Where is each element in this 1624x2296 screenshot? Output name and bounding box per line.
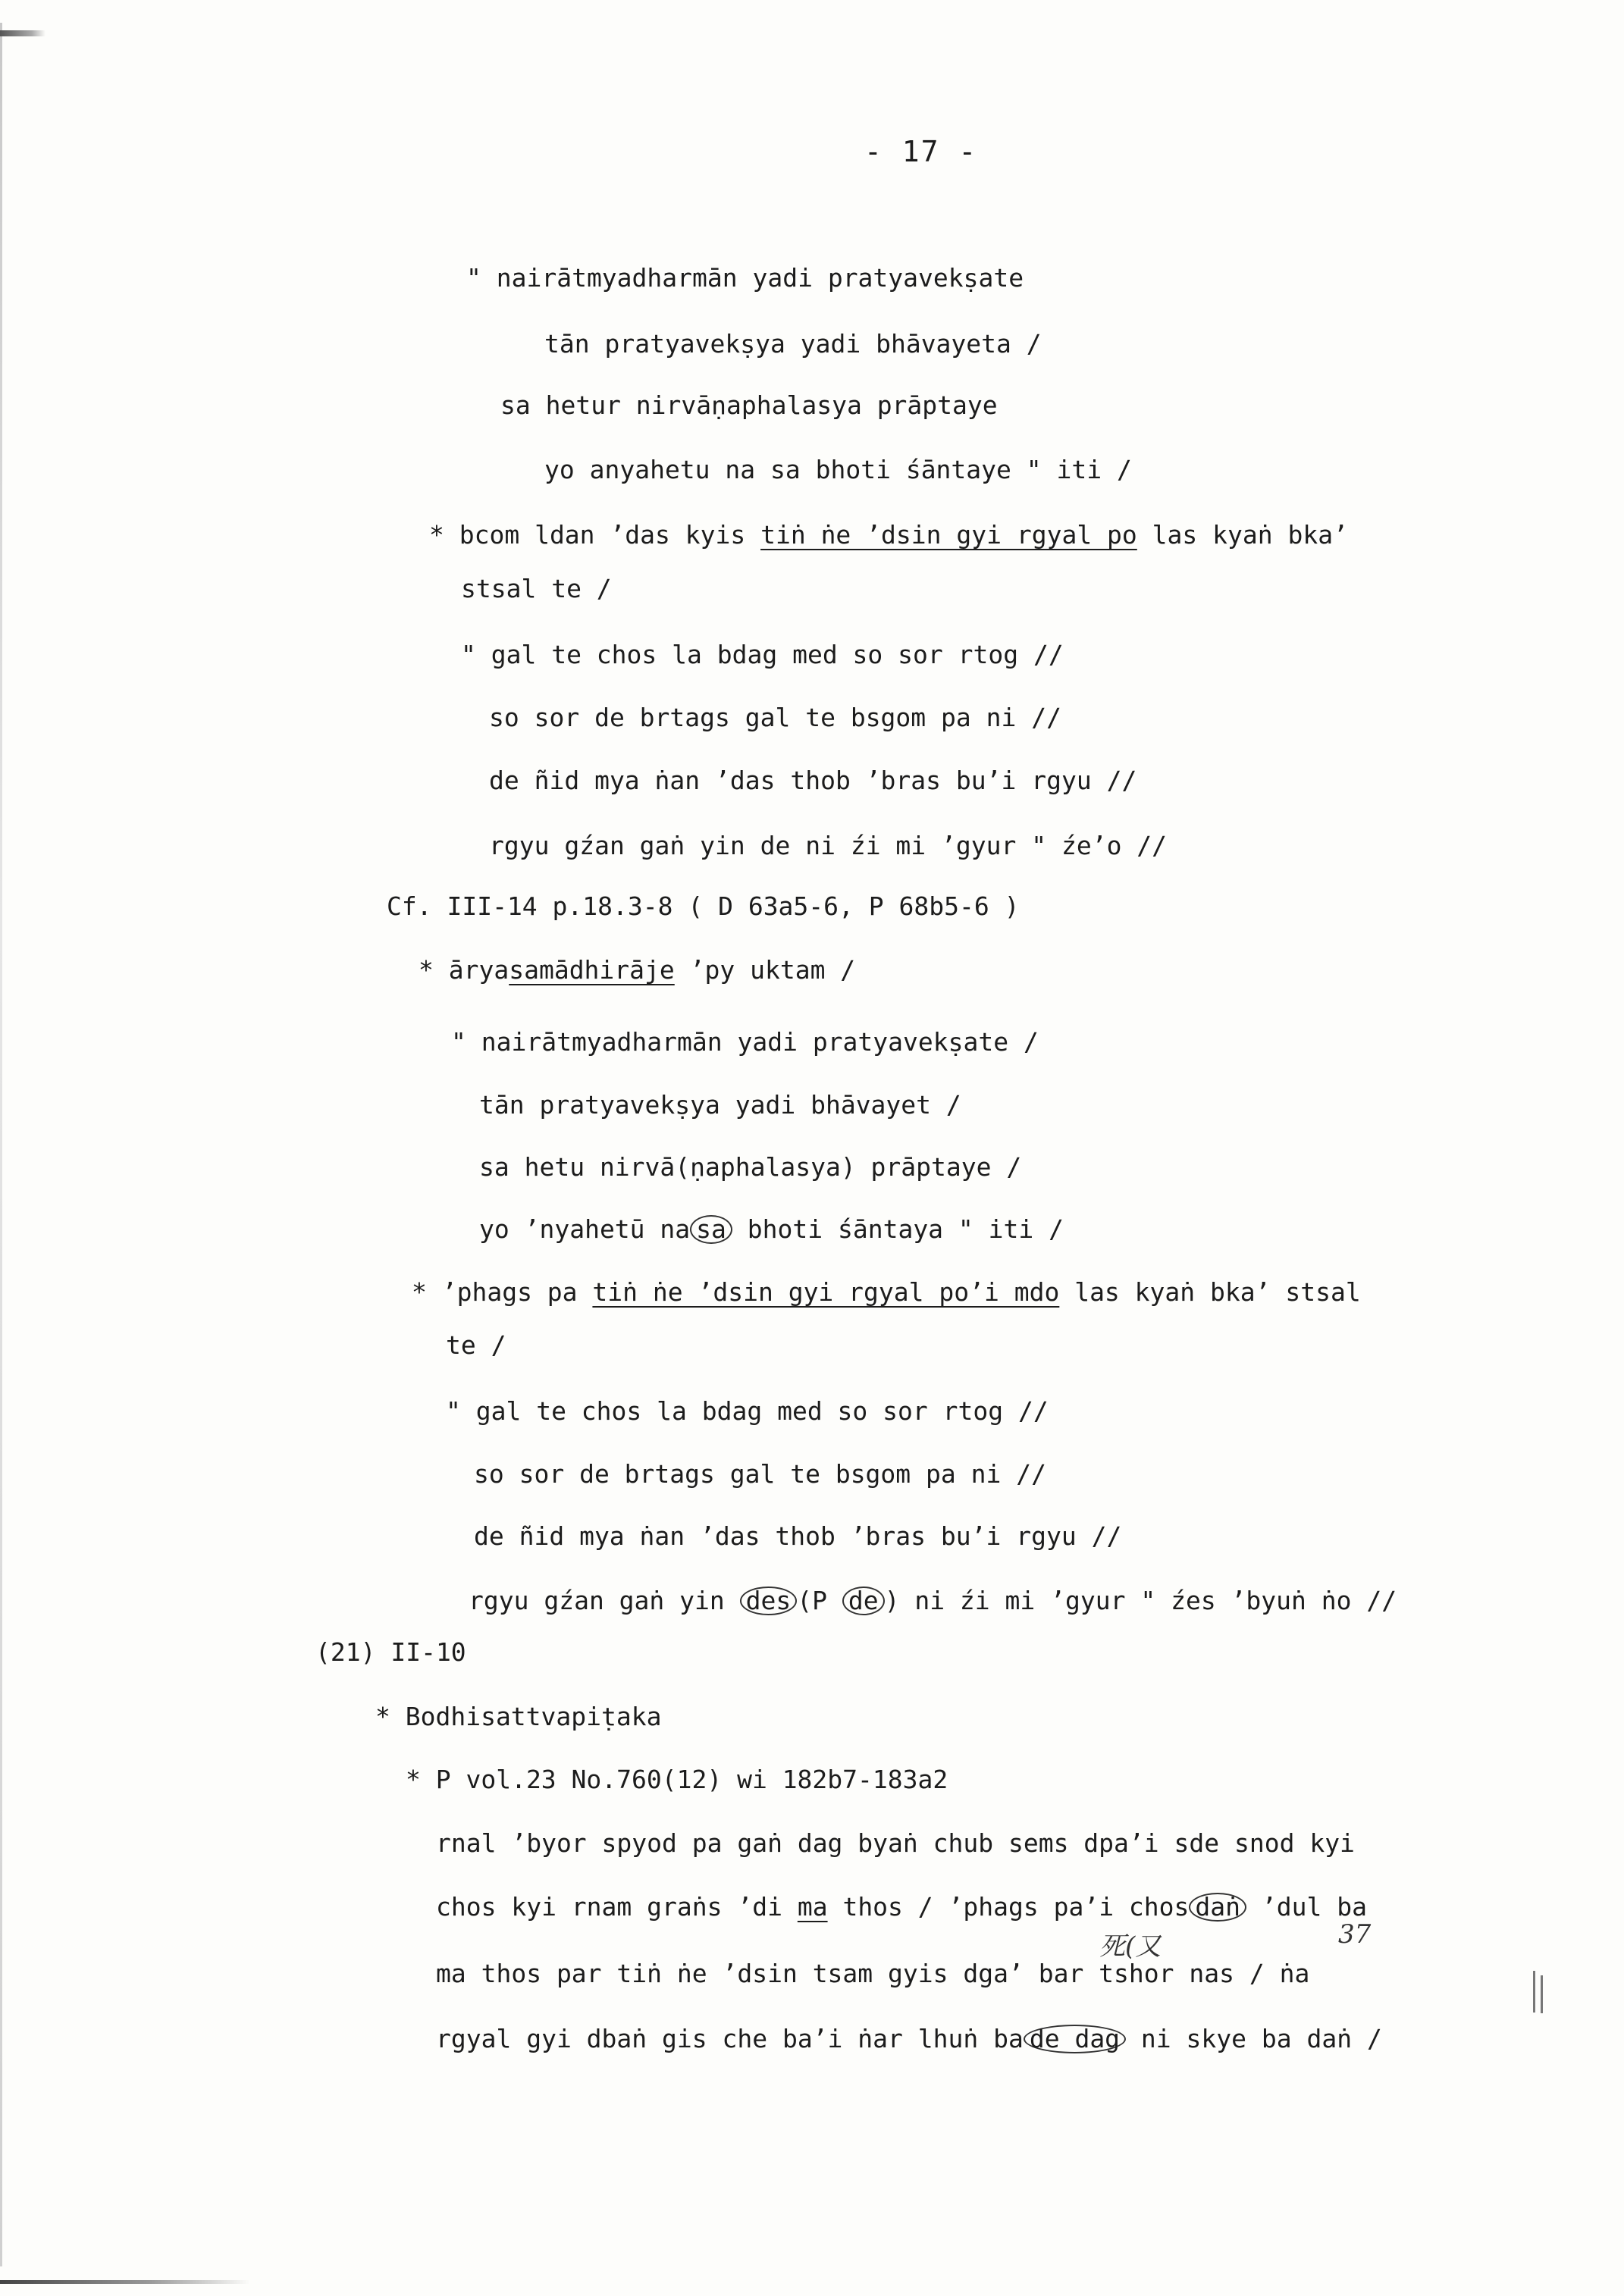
text-line bbox=[436, 2024, 1382, 2054]
text-line: tān pratyavekṣya yadi bhāvayeta / bbox=[544, 329, 1042, 359]
text-line: Cf. III-14 p.18.3-8 ( D 63a5-6, P 68b5-6 ) bbox=[387, 891, 1020, 921]
margin-mark bbox=[1533, 1971, 1535, 2013]
underlined-title: tiṅ ṅe ʼdsin gyi rgyal po bbox=[760, 520, 1137, 550]
text-segment: thos / ʼphags paʼi chos bbox=[827, 1892, 1190, 1922]
text-segment: rgyal gyi dbaṅ gis che baʼi ṅar lhuṅ ba bbox=[436, 2024, 1024, 2053]
text-line: sa hetur nirvāṇaphalasya prāptaye bbox=[500, 390, 998, 420]
text-line bbox=[429, 520, 1348, 550]
circled-correction: des bbox=[740, 1587, 798, 1615]
page-number: - 17 - bbox=[864, 135, 978, 168]
text-line: " nairātmyadharmān yadi pratyavekṣate bbox=[466, 263, 1024, 293]
text-line: ma thos par tiṅ ṅe ʼdsin tsam gyis dgaʼ bar tshor nas / ṅa bbox=[436, 1959, 1310, 1988]
margin-mark bbox=[1541, 1975, 1543, 2013]
text-line: rgyu gźan gaṅ yin de ni źi mi ʼgyur " źeʼo // bbox=[489, 831, 1168, 860]
text-segment: chos kyi rnam graṅs ʼdi bbox=[436, 1892, 798, 1922]
underlined-word: ma bbox=[797, 1892, 828, 1922]
text-line: " gal te chos la bdag med so sor rtog // bbox=[446, 1396, 1049, 1426]
scan-mark-top bbox=[0, 30, 45, 36]
underlined-title: tiṅ ṅe ʼdsin gyi rgyal poʼi mdo bbox=[592, 1277, 1060, 1307]
text-segment: * ʼphags pa bbox=[412, 1277, 593, 1307]
text-segment: las kyaṅ bkaʼ stsal bbox=[1059, 1277, 1361, 1307]
text-line bbox=[469, 1586, 1397, 1616]
text-line bbox=[412, 1277, 1361, 1308]
text-line: * P vol.23 No.760(12) wi 182b7-183a2 bbox=[406, 1765, 948, 1794]
text-segment: bhoti śāntaya " iti / bbox=[732, 1214, 1064, 1244]
circled-correction: daṅ bbox=[1189, 1893, 1246, 1922]
circled-correction: de dag bbox=[1024, 2025, 1126, 2053]
text-segment: ʼpy uktam / bbox=[674, 955, 856, 985]
underlined-title: samādhirāje bbox=[509, 955, 675, 985]
text-segment: ) ni źi mi ʼgyur " źes ʼbyuṅ ṅo // bbox=[884, 1586, 1397, 1615]
text-segment: yo ʼnyahetū na bbox=[479, 1214, 691, 1244]
text-line: so sor de brtags gal te bsgom pa ni // bbox=[489, 703, 1061, 732]
circled-correction: sa bbox=[690, 1215, 732, 1244]
text-line: so sor de brtags gal te bsgom pa ni // bbox=[474, 1459, 1046, 1489]
text-line: sa hetu nirvā(ṇaphalasya) prāptaye / bbox=[479, 1152, 1022, 1182]
text-segment: (P bbox=[797, 1586, 842, 1615]
text-segment: las kyaṅ bkaʼ bbox=[1136, 520, 1348, 550]
text-line bbox=[479, 1214, 1064, 1245]
handwritten-note: 死(又 bbox=[1099, 1931, 1162, 1962]
text-line: rnal ʼbyor spyod pa gaṅ dag byaṅ chub sems dpaʼi sde snod kyi bbox=[436, 1828, 1355, 1858]
circled-correction: de bbox=[842, 1587, 885, 1615]
handwritten-note: 37 bbox=[1338, 1919, 1372, 1950]
text-segment: * bcom ldan ʼdas kyis bbox=[429, 520, 761, 550]
text-segment: * ārya bbox=[419, 955, 509, 985]
text-line: * Bodhisattvapiṭaka bbox=[375, 1702, 662, 1731]
text-line: stsal te / bbox=[461, 574, 612, 603]
text-segment: ʼdul ba bbox=[1246, 1892, 1367, 1922]
text-line: te / bbox=[446, 1330, 506, 1360]
section-heading: (21) II-10 bbox=[315, 1637, 466, 1667]
text-line: " nairātmyadharmān yadi pratyavekṣate / bbox=[451, 1027, 1039, 1057]
text-line: yo anyahetu na sa bhoti śāntaye " iti / bbox=[544, 455, 1132, 484]
text-segment: ni skye ba daṅ / bbox=[1126, 2024, 1382, 2053]
text-segment: rgyu gźan gaṅ yin bbox=[469, 1586, 740, 1615]
text-line: tān pratyavekṣya yadi bhāvayet / bbox=[479, 1090, 961, 1120]
text-line bbox=[436, 1892, 1367, 1922]
scan-left-edge bbox=[0, 23, 2, 2266]
scan-mark-bottom bbox=[0, 2280, 250, 2284]
text-line: de ñid mya ṅan ʼdas thob ʼbras buʼi rgyu // bbox=[474, 1521, 1122, 1551]
text-line: de ñid mya ṅan ʼdas thob ʼbras buʼi rgyu // bbox=[489, 766, 1137, 795]
text-line: " gal te chos la bdag med so sor rtog // bbox=[461, 640, 1064, 669]
text-line bbox=[419, 955, 855, 985]
